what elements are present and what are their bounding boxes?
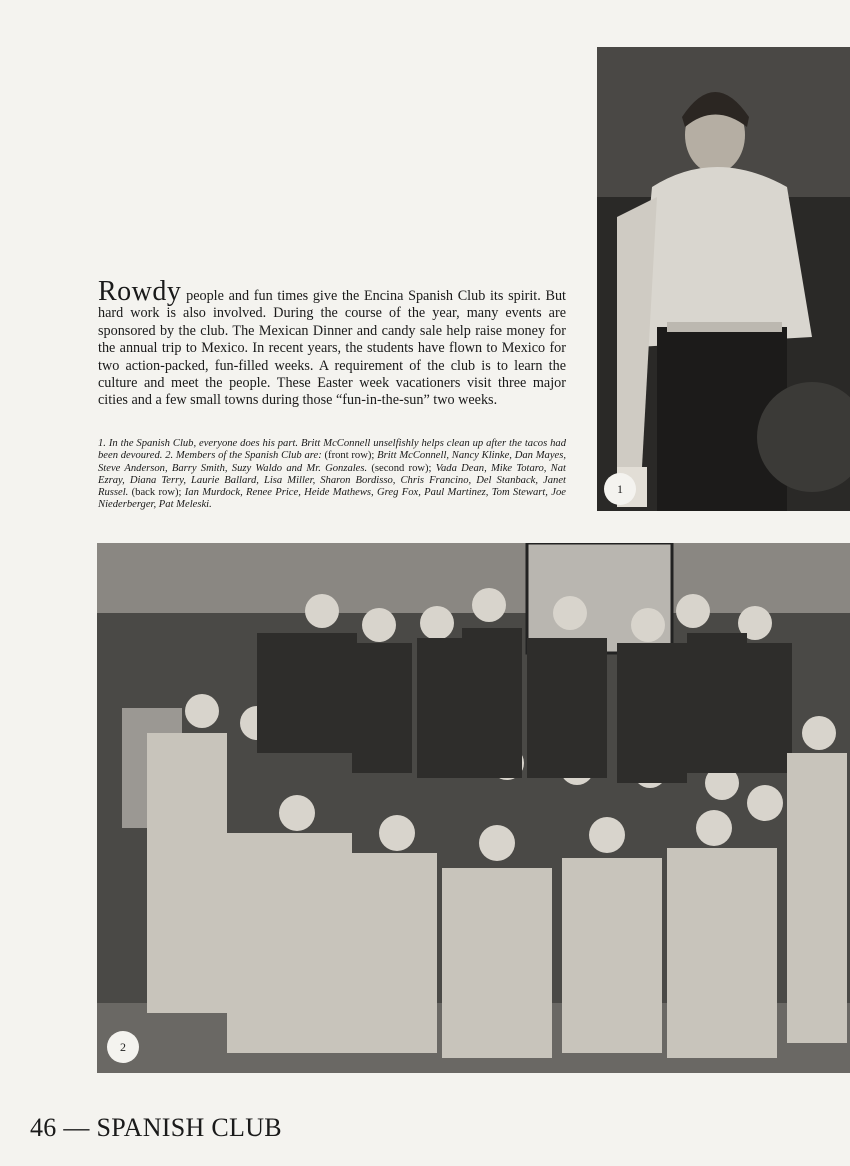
caption-text: 1. In the Spanish Club, everyone does his part. Britt McConnell unselfishly helps clean up after the tacos had been devoured. 2. Members of the Spanish Club are: — [98, 438, 566, 462]
photo-spanish-club-group — [97, 543, 850, 1073]
photo-caption — [98, 438, 566, 512]
photo-number-badge: 2 — [107, 1031, 139, 1063]
caption-row-label: (front row); — [324, 450, 378, 462]
photo-1-scene — [597, 47, 850, 511]
photo-britt-mcconnell-cleanup — [597, 47, 850, 511]
article-body — [98, 276, 566, 410]
caption-row-label: (second row); — [371, 462, 436, 474]
lead-word: Rowdy — [98, 276, 182, 307]
photo-2-scene — [97, 543, 850, 1073]
caption-text: Britt McConnell, Nancy Klinke, Dan Mayes, Steve Anderson, Barry Smith, Suzy Waldo and Mr. Gonzales. — [98, 450, 566, 474]
photo-number-badge: 1 — [604, 473, 636, 505]
page-footer: 46 — SPANISH CLUB — [30, 1113, 282, 1142]
caption-text: Vada Dean, Mike Totaro, Nat Ezray, Diana Terry, Laurie Ballard, Lisa Miller, Sharon Bordisso, Chris Francino, Del Stanback, Janet Russel. — [98, 462, 566, 499]
caption-text: Ian Murdock, Renee Price, Heide Mathews, Greg Fox, Paul Martinez, Tom Stewart, Joe Niederberger, Pat Meleski. — [98, 487, 566, 511]
caption-row-label: (back row); — [131, 487, 185, 499]
article-body-text: people and fun times give the Encina Spanish Club its spirit. But hard work is also involved. During the course of the year, many events are sponsored by the club. The Mexican Dinner and candy sale help raise money for the annual trip to Mexico. In recent years, the students have flown to Mexico for two action-packed, fun-filled weeks. A requirement of the club is to learn the culture and meet the people. These Easter week vacationers visit three major cities and a few small towns during those “fun-in-the-sun” two weeks. — [98, 288, 566, 409]
